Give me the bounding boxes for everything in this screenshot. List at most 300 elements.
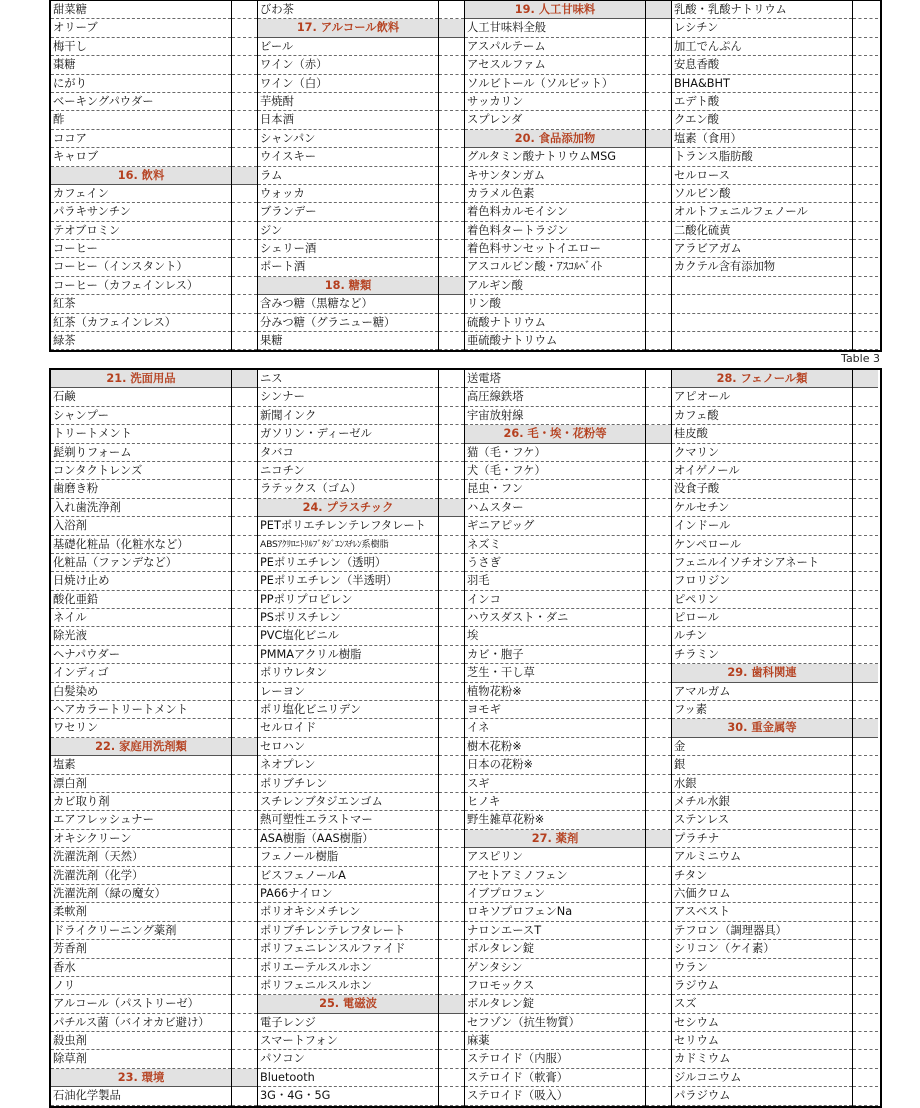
- allergen-table-upper: [49, 0, 882, 352]
- check-cell[interactable]: [853, 1, 878, 19]
- check-cell[interactable]: [232, 867, 257, 885]
- check-cell[interactable]: [646, 148, 671, 166]
- check-cell[interactable]: [853, 517, 878, 535]
- check-cell[interactable]: [232, 683, 257, 701]
- check-cell[interactable]: [439, 738, 464, 756]
- check-cell[interactable]: [232, 75, 257, 93]
- check-cell[interactable]: [232, 922, 257, 940]
- check-cell[interactable]: [646, 517, 671, 535]
- check-cell[interactable]: [439, 830, 464, 848]
- check-cell[interactable]: [439, 370, 464, 388]
- check-cell[interactable]: [439, 995, 464, 1013]
- check-cell[interactable]: [646, 56, 671, 74]
- check-cell[interactable]: [853, 295, 878, 313]
- check-cell[interactable]: [439, 93, 464, 111]
- check-cell[interactable]: [853, 867, 878, 885]
- check-cell[interactable]: [853, 1050, 878, 1068]
- check-cell[interactable]: [853, 959, 878, 977]
- check-cell[interactable]: [853, 646, 878, 664]
- check-cell[interactable]: [439, 940, 464, 958]
- check-cell[interactable]: [646, 554, 671, 572]
- check-cell[interactable]: [232, 56, 257, 74]
- check-cell[interactable]: [232, 959, 257, 977]
- check-cell[interactable]: [232, 664, 257, 682]
- check-cell[interactable]: [646, 19, 671, 37]
- item-name-cell: シャンプー: [51, 407, 231, 425]
- check-cell[interactable]: [646, 1087, 671, 1105]
- check-cell[interactable]: [646, 222, 671, 240]
- item-name-cell: クマリン: [672, 444, 852, 462]
- check-cell[interactable]: [646, 683, 671, 701]
- check-cell[interactable]: [646, 167, 671, 185]
- item-name-column: [258, 370, 439, 1106]
- check-cell[interactable]: [232, 775, 257, 793]
- check-cell[interactable]: [646, 609, 671, 627]
- check-cell[interactable]: [232, 167, 257, 185]
- check-cell[interactable]: [853, 499, 878, 517]
- check-cell[interactable]: [646, 1050, 671, 1068]
- check-cell[interactable]: [853, 756, 878, 774]
- item-name-column: [672, 1, 853, 350]
- check-cell[interactable]: [646, 1069, 671, 1087]
- item-name-cell: 昆虫・フン: [465, 480, 645, 498]
- check-cell[interactable]: [646, 295, 671, 313]
- check-cell[interactable]: [232, 240, 257, 258]
- check-cell[interactable]: [439, 258, 464, 276]
- check-cell[interactable]: [646, 1, 671, 19]
- check-cell[interactable]: [853, 407, 878, 425]
- check-cell[interactable]: [853, 995, 878, 1013]
- check-cell[interactable]: [439, 1050, 464, 1068]
- check-cell[interactable]: [232, 1032, 257, 1050]
- check-cell[interactable]: [439, 407, 464, 425]
- check-cell[interactable]: [646, 572, 671, 590]
- check-cell[interactable]: [232, 480, 257, 498]
- check-cell[interactable]: [232, 19, 257, 37]
- check-cell[interactable]: [646, 738, 671, 756]
- check-cell[interactable]: [646, 536, 671, 554]
- check-cell[interactable]: [853, 830, 878, 848]
- item-name-cell: 紅茶（カフェインレス）: [51, 314, 231, 332]
- check-cell[interactable]: [853, 75, 878, 93]
- check-cell[interactable]: [646, 277, 671, 295]
- check-cell[interactable]: [646, 1032, 671, 1050]
- check-cell[interactable]: [232, 258, 257, 276]
- category-header: 30. 重金属等: [672, 719, 852, 737]
- check-cell[interactable]: [439, 1014, 464, 1032]
- check-cell[interactable]: [853, 203, 878, 221]
- check-cell[interactable]: [232, 295, 257, 313]
- category-header: 27. 薬剤: [465, 830, 645, 848]
- check-cell[interactable]: [232, 627, 257, 645]
- check-cell[interactable]: [853, 719, 878, 737]
- check-cell[interactable]: [439, 185, 464, 203]
- check-cell[interactable]: [439, 388, 464, 406]
- check-cell[interactable]: [853, 903, 878, 921]
- item-name-cell: 没食子酸: [672, 480, 852, 498]
- check-cell[interactable]: [439, 554, 464, 572]
- check-cell[interactable]: [232, 370, 257, 388]
- check-cell[interactable]: [439, 332, 464, 350]
- item-name-cell: 入浴剤: [51, 517, 231, 535]
- check-cell[interactable]: [853, 572, 878, 590]
- check-cell[interactable]: [232, 462, 257, 480]
- check-cell[interactable]: [232, 1050, 257, 1068]
- check-cell[interactable]: [646, 111, 671, 129]
- check-cell[interactable]: [853, 793, 878, 811]
- item-name-cell: シンナー: [258, 388, 438, 406]
- check-cell[interactable]: [232, 93, 257, 111]
- check-cell[interactable]: [232, 517, 257, 535]
- item-name-cell: ガソリン・ディーゼル: [258, 425, 438, 443]
- check-cell[interactable]: [853, 222, 878, 240]
- check-cell[interactable]: [853, 683, 878, 701]
- check-cell[interactable]: [439, 848, 464, 866]
- check-cell[interactable]: [439, 1069, 464, 1087]
- check-cell[interactable]: [439, 977, 464, 995]
- check-cell[interactable]: [232, 793, 257, 811]
- item-name-cell: 熱可塑性エラストマー: [258, 811, 438, 829]
- check-cell[interactable]: [232, 499, 257, 517]
- check-cell[interactable]: [646, 811, 671, 829]
- check-cell[interactable]: [232, 111, 257, 129]
- check-cell[interactable]: [853, 627, 878, 645]
- check-cell[interactable]: [439, 922, 464, 940]
- check-cell[interactable]: [646, 480, 671, 498]
- item-name-cell: ステロイド（内服）: [465, 1050, 645, 1068]
- check-cell[interactable]: [232, 572, 257, 590]
- item-name-cell: タバコ: [258, 444, 438, 462]
- check-cell[interactable]: [853, 1032, 878, 1050]
- check-cell[interactable]: [439, 19, 464, 37]
- check-cell[interactable]: [646, 995, 671, 1013]
- check-cell[interactable]: [646, 701, 671, 719]
- item-name-cell: ニコチン: [258, 462, 438, 480]
- check-cell[interactable]: [439, 572, 464, 590]
- check-cell[interactable]: [232, 554, 257, 572]
- check-cell[interactable]: [646, 370, 671, 388]
- check-cell[interactable]: [232, 940, 257, 958]
- item-name-cell: アラビアガム: [672, 240, 852, 258]
- check-cell[interactable]: [853, 738, 878, 756]
- check-cell[interactable]: [439, 167, 464, 185]
- check-cell[interactable]: [232, 646, 257, 664]
- check-cell[interactable]: [853, 332, 878, 350]
- item-name-cell: セシウム: [672, 1014, 852, 1032]
- item-name-cell: 除草剤: [51, 1050, 231, 1068]
- item-name-cell: ステロイド（軟膏）: [465, 1069, 645, 1087]
- check-cell[interactable]: [853, 38, 878, 56]
- check-cell[interactable]: [853, 277, 878, 295]
- item-name-cell: ハムスター: [465, 499, 645, 517]
- check-cell[interactable]: [439, 609, 464, 627]
- check-cell[interactable]: [853, 314, 878, 332]
- check-cell[interactable]: [232, 407, 257, 425]
- item-name-cell: コーヒー（カフェインレス）: [51, 277, 231, 295]
- check-cell[interactable]: [439, 775, 464, 793]
- check-cell[interactable]: [646, 848, 671, 866]
- check-cell[interactable]: [853, 148, 878, 166]
- item-name-cell: ニス: [258, 370, 438, 388]
- item-name-cell: 日焼け止め: [51, 572, 231, 590]
- item-name-cell: トリートメント: [51, 425, 231, 443]
- check-cell[interactable]: [232, 130, 257, 148]
- check-cell[interactable]: [232, 203, 257, 221]
- check-column: [853, 1, 878, 350]
- check-cell[interactable]: [853, 388, 878, 406]
- check-cell[interactable]: [853, 56, 878, 74]
- item-name-cell: ゲンタシン: [465, 959, 645, 977]
- check-cell[interactable]: [853, 370, 878, 388]
- check-cell[interactable]: [646, 940, 671, 958]
- check-cell[interactable]: [646, 959, 671, 977]
- check-cell[interactable]: [439, 295, 464, 313]
- check-cell[interactable]: [232, 1014, 257, 1032]
- check-cell[interactable]: [646, 977, 671, 995]
- check-cell[interactable]: [646, 664, 671, 682]
- check-cell[interactable]: [646, 793, 671, 811]
- check-cell[interactable]: [439, 959, 464, 977]
- check-cell[interactable]: [646, 93, 671, 111]
- check-cell[interactable]: [232, 885, 257, 903]
- check-cell[interactable]: [646, 185, 671, 203]
- check-cell[interactable]: [232, 148, 257, 166]
- check-cell[interactable]: [232, 591, 257, 609]
- item-name-cell: 酸化亜鉛: [51, 591, 231, 609]
- check-cell[interactable]: [439, 499, 464, 517]
- check-cell[interactable]: [439, 683, 464, 701]
- check-cell[interactable]: [853, 775, 878, 793]
- item-name-cell: ビスフェノールA: [258, 867, 438, 885]
- check-cell[interactable]: [232, 977, 257, 995]
- item-name-cell: ヒノキ: [465, 793, 645, 811]
- item-name-cell: 漂白剤: [51, 775, 231, 793]
- item-name-cell: アマルガム: [672, 683, 852, 701]
- item-name-cell: 芝生・干し草: [465, 664, 645, 682]
- check-cell[interactable]: [232, 222, 257, 240]
- check-cell[interactable]: [439, 811, 464, 829]
- item-name-cell: アルミニウム: [672, 848, 852, 866]
- check-cell[interactable]: [853, 591, 878, 609]
- item-name-cell: パソコン: [258, 1050, 438, 1068]
- check-cell[interactable]: [853, 1069, 878, 1087]
- item-name-cell: 樹木花粉※: [465, 738, 645, 756]
- check-cell[interactable]: [646, 388, 671, 406]
- check-cell[interactable]: [439, 903, 464, 921]
- item-name-cell: ウォッカ: [258, 185, 438, 203]
- item-name-cell: 桂皮酸: [672, 425, 852, 443]
- item-name-cell: チタン: [672, 867, 852, 885]
- check-cell[interactable]: [439, 38, 464, 56]
- check-cell[interactable]: [232, 609, 257, 627]
- check-cell[interactable]: [439, 885, 464, 903]
- check-cell[interactable]: [646, 830, 671, 848]
- check-cell[interactable]: [853, 554, 878, 572]
- check-cell[interactable]: [232, 444, 257, 462]
- check-cell[interactable]: [232, 1, 257, 19]
- check-cell[interactable]: [853, 130, 878, 148]
- check-cell[interactable]: [439, 536, 464, 554]
- check-cell[interactable]: [439, 130, 464, 148]
- check-cell[interactable]: [646, 499, 671, 517]
- check-cell[interactable]: [646, 922, 671, 940]
- check-cell[interactable]: [439, 701, 464, 719]
- check-cell[interactable]: [439, 148, 464, 166]
- check-cell[interactable]: [646, 425, 671, 443]
- check-cell[interactable]: [439, 867, 464, 885]
- check-cell[interactable]: [853, 1014, 878, 1032]
- check-cell[interactable]: [646, 258, 671, 276]
- check-cell[interactable]: [232, 811, 257, 829]
- check-cell[interactable]: [232, 756, 257, 774]
- check-cell[interactable]: [232, 719, 257, 737]
- check-cell[interactable]: [439, 203, 464, 221]
- check-cell[interactable]: [439, 664, 464, 682]
- check-cell[interactable]: [853, 93, 878, 111]
- check-cell[interactable]: [853, 480, 878, 498]
- check-cell[interactable]: [439, 462, 464, 480]
- check-cell[interactable]: [853, 19, 878, 37]
- table-column: [51, 370, 257, 1106]
- check-cell[interactable]: [646, 646, 671, 664]
- check-column: [439, 1, 464, 350]
- check-cell[interactable]: [439, 222, 464, 240]
- check-cell[interactable]: [646, 203, 671, 221]
- item-name-cell: チラミン: [672, 646, 852, 664]
- check-cell[interactable]: [439, 719, 464, 737]
- empty-cell: [672, 277, 852, 295]
- item-name-cell: ABSｱｸﾘﾛﾆﾄﾘﾙﾌﾞﾀｼﾞｴﾝｽﾁﾚﾝ系樹脂: [258, 536, 438, 554]
- check-cell[interactable]: [439, 517, 464, 535]
- check-cell[interactable]: [646, 462, 671, 480]
- check-cell[interactable]: [232, 1087, 257, 1105]
- check-cell[interactable]: [646, 756, 671, 774]
- check-cell[interactable]: [646, 719, 671, 737]
- check-cell[interactable]: [439, 591, 464, 609]
- check-cell[interactable]: [439, 1032, 464, 1050]
- check-cell[interactable]: [439, 240, 464, 258]
- check-cell[interactable]: [646, 627, 671, 645]
- check-cell[interactable]: [646, 444, 671, 462]
- check-cell[interactable]: [853, 609, 878, 627]
- check-cell[interactable]: [853, 701, 878, 719]
- check-cell[interactable]: [439, 646, 464, 664]
- item-name-column: [51, 370, 232, 1106]
- check-cell[interactable]: [232, 425, 257, 443]
- check-cell[interactable]: [853, 940, 878, 958]
- check-cell[interactable]: [232, 314, 257, 332]
- check-cell[interactable]: [646, 591, 671, 609]
- check-cell[interactable]: [853, 1087, 878, 1105]
- check-cell[interactable]: [646, 407, 671, 425]
- category-header: 25. 電磁波: [258, 995, 438, 1013]
- check-cell[interactable]: [853, 848, 878, 866]
- item-name-column: [465, 1, 646, 350]
- item-name-cell: ジルコニウム: [672, 1069, 852, 1087]
- check-cell[interactable]: [853, 462, 878, 480]
- check-cell[interactable]: [646, 75, 671, 93]
- check-cell[interactable]: [853, 811, 878, 829]
- check-cell[interactable]: [853, 444, 878, 462]
- item-name-cell: PSポリスチレン: [258, 609, 438, 627]
- item-name-cell: 果糖: [258, 332, 438, 350]
- check-cell[interactable]: [439, 1, 464, 19]
- item-name-cell: 羽毛: [465, 572, 645, 590]
- item-name-cell: 殺虫剤: [51, 1032, 231, 1050]
- item-name-cell: 石油化学製品: [51, 1087, 231, 1105]
- check-cell[interactable]: [646, 332, 671, 350]
- check-cell[interactable]: [646, 240, 671, 258]
- check-cell[interactable]: [646, 775, 671, 793]
- check-cell[interactable]: [232, 38, 257, 56]
- check-cell[interactable]: [232, 995, 257, 1013]
- check-cell[interactable]: [439, 425, 464, 443]
- check-cell[interactable]: [646, 867, 671, 885]
- check-cell[interactable]: [232, 185, 257, 203]
- check-cell[interactable]: [439, 56, 464, 74]
- check-cell[interactable]: [439, 111, 464, 129]
- check-cell[interactable]: [853, 977, 878, 995]
- item-name-cell: 洗濯洗剤（化学）: [51, 867, 231, 885]
- check-cell[interactable]: [232, 701, 257, 719]
- check-cell[interactable]: [853, 922, 878, 940]
- check-cell[interactable]: [853, 885, 878, 903]
- check-cell[interactable]: [439, 793, 464, 811]
- check-cell[interactable]: [853, 664, 878, 682]
- check-cell[interactable]: [646, 38, 671, 56]
- check-cell[interactable]: [853, 185, 878, 203]
- check-cell[interactable]: [439, 75, 464, 93]
- check-cell[interactable]: [439, 277, 464, 295]
- check-cell[interactable]: [232, 848, 257, 866]
- table-caption: Table 3: [841, 352, 880, 365]
- item-name-cell: グルタミン酸ナトリウムMSG: [465, 148, 645, 166]
- check-cell[interactable]: [232, 536, 257, 554]
- check-cell[interactable]: [439, 756, 464, 774]
- check-cell[interactable]: [646, 314, 671, 332]
- check-cell[interactable]: [853, 167, 878, 185]
- item-name-cell: 3G・4G・5G: [258, 1087, 438, 1105]
- item-name-cell: 水銀: [672, 775, 852, 793]
- check-cell[interactable]: [439, 314, 464, 332]
- check-cell[interactable]: [439, 627, 464, 645]
- check-cell[interactable]: [646, 1014, 671, 1032]
- check-cell[interactable]: [232, 332, 257, 350]
- check-cell[interactable]: [232, 277, 257, 295]
- check-cell[interactable]: [232, 1069, 257, 1087]
- item-name-cell: 歯磨き粉: [51, 480, 231, 498]
- check-cell[interactable]: [232, 738, 257, 756]
- check-cell[interactable]: [439, 480, 464, 498]
- check-cell[interactable]: [646, 130, 671, 148]
- check-cell[interactable]: [232, 903, 257, 921]
- check-cell[interactable]: [646, 903, 671, 921]
- check-cell[interactable]: [853, 240, 878, 258]
- check-cell[interactable]: [439, 1087, 464, 1105]
- item-name-cell: オイゲノール: [672, 462, 852, 480]
- check-cell[interactable]: [646, 885, 671, 903]
- item-name-cell: パチルス菌（バイオカビ避け）: [51, 1014, 231, 1032]
- check-cell[interactable]: [853, 258, 878, 276]
- check-cell[interactable]: [232, 388, 257, 406]
- check-cell[interactable]: [232, 830, 257, 848]
- check-cell[interactable]: [853, 536, 878, 554]
- item-name-cell: 芳香剤: [51, 940, 231, 958]
- item-name-cell: 柔軟剤: [51, 903, 231, 921]
- check-cell[interactable]: [853, 111, 878, 129]
- check-cell[interactable]: [853, 425, 878, 443]
- check-cell[interactable]: [439, 444, 464, 462]
